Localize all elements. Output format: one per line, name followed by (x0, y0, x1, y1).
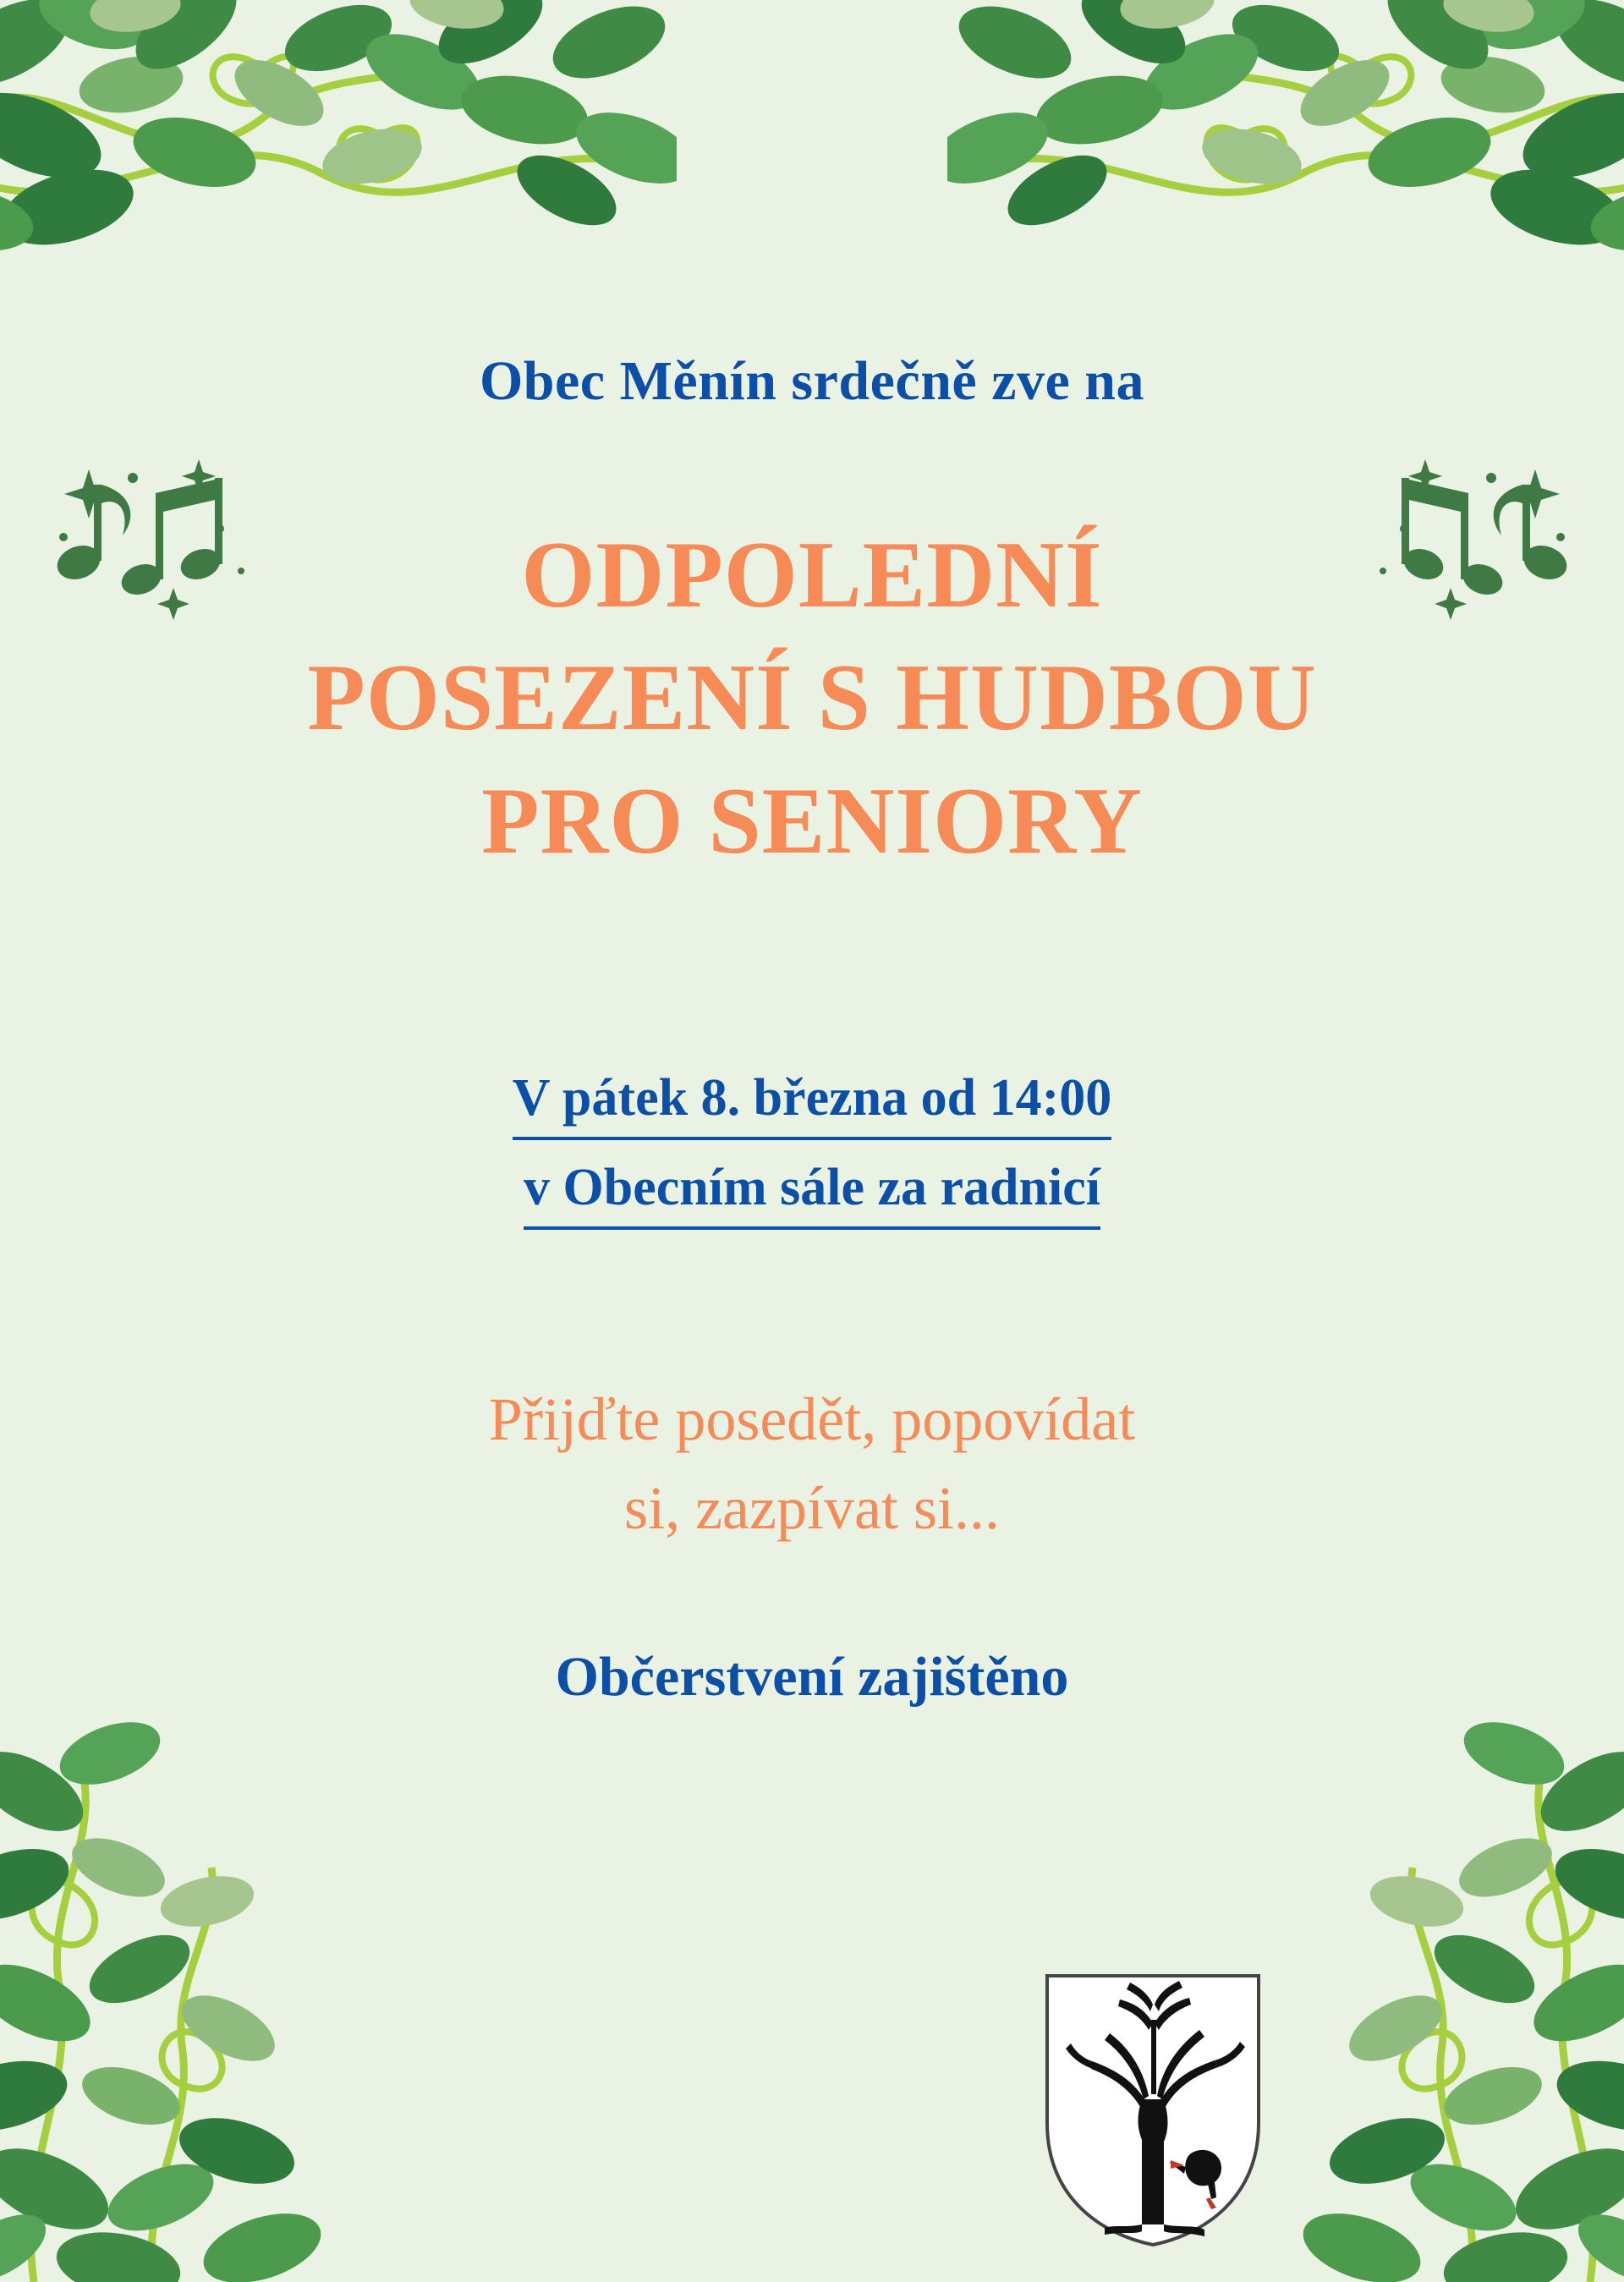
event-title-line-3: PRO SENIORY (481, 768, 1143, 874)
event-title-line-2: POSEZENÍ S HUDBOU (307, 645, 1317, 751)
invitation-message-line-2: si, zazpívat si... (624, 1473, 1000, 1542)
invitation-line: Obec Měnín srdečně zve na (479, 350, 1145, 412)
event-date-time: V pátek 8. března od 14:00 (513, 1061, 1111, 1140)
event-datetime-location (0, 1061, 1624, 1240)
invitation-message (0, 1375, 1624, 1552)
menin-coat-of-arms (1042, 1971, 1264, 2250)
event-title (0, 514, 1624, 884)
event-location: v Obecním sále za radnicí (524, 1150, 1100, 1230)
event-title-line-1: ODPOLEDNÍ (521, 522, 1103, 628)
refreshments-note: Občerstvení zajištěno (555, 1646, 1069, 1709)
invitation-message-line-1: Přijďte posedět, popovídat (488, 1385, 1136, 1454)
leaf-vine-decoration-bottom-left (0, 1690, 347, 2282)
leaf-vine-decoration-bottom-right (1277, 1690, 1624, 2282)
